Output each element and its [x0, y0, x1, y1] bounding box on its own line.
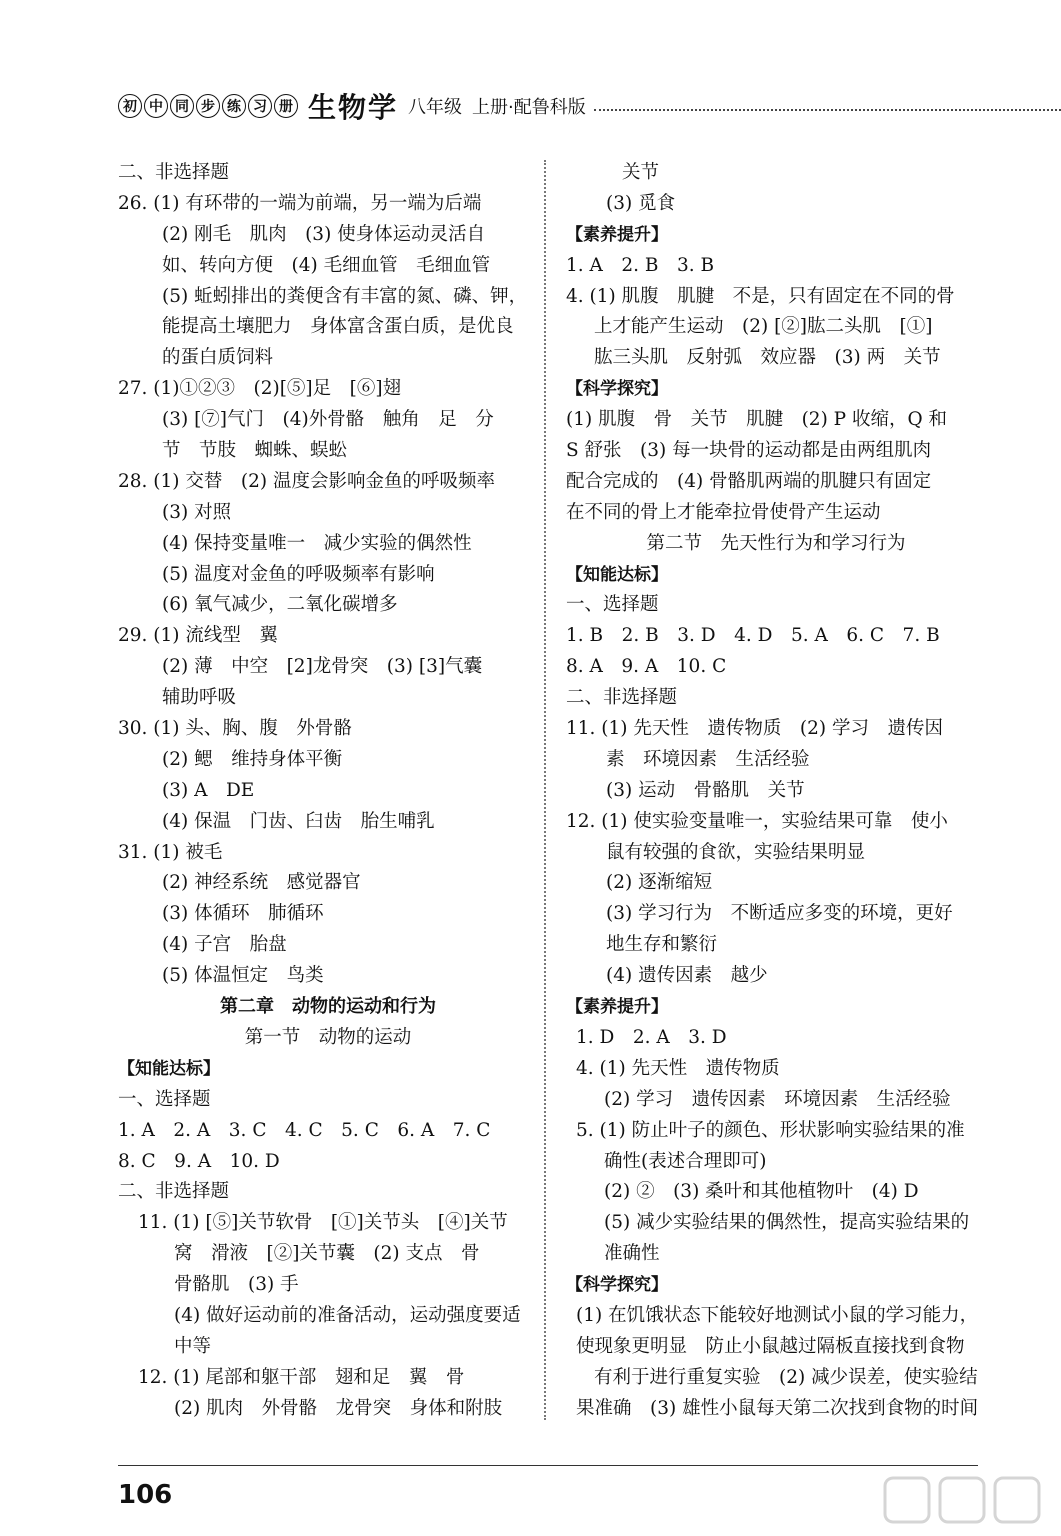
- section-heading: 【素养提升】: [566, 224, 668, 245]
- answer-line: (1) 在饥饿状态下能较好地测试小鼠的学习能力，: [576, 1304, 979, 1326]
- answer-line: (3) 觅食: [606, 192, 676, 214]
- answer-line: (2) 学习 遗传因素 环境因素 生活经验: [604, 1088, 951, 1110]
- answer-line: 窝 滑液 [②]关节囊 (2) 支点 骨: [174, 1243, 480, 1265]
- answer-line: 26. (1) 有环带的一端为前端，另一端为后端: [118, 192, 482, 214]
- section-title: 第二节 先天性行为和学习行为: [646, 532, 906, 554]
- answer-line: (3) 体循环 肺循环: [162, 903, 324, 925]
- answer-line: 8. C 9. A 10. D: [118, 1150, 280, 1172]
- answer-line: 素 环境因素 生活经验: [606, 748, 810, 770]
- watermark-logo: [880, 1470, 1050, 1530]
- section-title: 第一节 动物的运动: [244, 1026, 412, 1048]
- answer-line: 一、选择题: [118, 1088, 211, 1110]
- answer-line: 肱三头肌 反射弧 效应器 (3) 两 关节: [594, 347, 941, 369]
- answer-line: 节 节肢 蜘蛛、蜈蚣: [162, 440, 348, 462]
- answer-line: (5) 蚯蚓排出的粪便含有丰富的氮、磷、钾，: [162, 285, 528, 307]
- answer-line: 1. A 2. A 3. C 4. C 5. C 6. A 7. C: [118, 1119, 491, 1141]
- series-title: [118, 94, 298, 118]
- answer-line: 如、转向方便 (4) 毛细血管 毛细血管: [162, 254, 491, 276]
- answer-line: 28. (1) 交替 (2) 温度会影响金鱼的呼吸频率: [118, 470, 495, 492]
- series-char: 练: [222, 94, 246, 118]
- answer-line: S 舒张 (3) 每一块骨的运动都是由两组肌肉: [566, 440, 932, 462]
- answer-line: 11. (1) 先天性 遗传物质 (2) 学习 遗传因: [566, 718, 943, 740]
- answer-line: (2) 肌肉 外骨骼 龙骨突 身体和附肢: [174, 1397, 503, 1419]
- answer-line: 在不同的骨上才能牵拉骨使骨产生运动: [566, 501, 881, 523]
- column-divider: [544, 160, 546, 1420]
- answer-line: 二、非选择题: [566, 687, 678, 709]
- answer-line: 12. (1) 使实验变量唯一，实验结果可靠 使小: [566, 810, 948, 832]
- answer-line: (1) 肌腹 骨 关节 肌腱 (2) P 收缩，Q 和: [566, 409, 948, 431]
- answer-line: (2) 鳃 维持身体平衡: [162, 748, 343, 770]
- answer-line: (5) 温度对金鱼的呼吸频率有影响: [162, 563, 435, 585]
- answer-line: 上才能产生运动 (2) [②]肱二头肌 [①]: [594, 316, 933, 338]
- series-char: 同: [170, 94, 194, 118]
- answer-line: (3) A DE: [162, 779, 255, 801]
- section-heading: 【科学探究】: [566, 1275, 668, 1296]
- answer-line: 1. A 2. B 3. B: [566, 254, 715, 276]
- answer-line: 11. (1) [⑤]关节软骨 [①]关节头 [④]关节: [138, 1212, 508, 1234]
- series-char: 习: [248, 94, 272, 118]
- answer-line: 的蛋白质饲料: [162, 347, 274, 369]
- answer-line: 8. A 9. A 10. C: [566, 656, 727, 678]
- answer-line: (4) 保持变量唯一 减少实验的偶然性: [162, 532, 472, 554]
- page-number: 106: [118, 1480, 173, 1510]
- answer-line: 有利于进行重复实验 (2) 减少误差，使实验结: [594, 1366, 978, 1388]
- answer-line: 12. (1) 尾部和躯干部 翅和足 翼 骨: [138, 1366, 465, 1388]
- answer-line: 27. (1)①②③ (2)[⑤]足 [⑥]翅: [118, 378, 402, 400]
- left-column: [118, 158, 538, 1425]
- answer-line: 30. (1) 头、胸、腹 外骨骼: [118, 718, 352, 740]
- section-heading: 【知能达标】: [566, 564, 668, 585]
- answer-line: (2) 刚毛 肌肉 (3) 使身体运动灵活自: [162, 223, 486, 245]
- section-heading: 【知能达标】: [118, 1058, 220, 1079]
- answer-line: 地生存和繁衍: [606, 934, 718, 956]
- answer-line: 鼠有较强的食欲，实验结果明显: [606, 841, 866, 863]
- answer-line: 一、选择题: [566, 594, 659, 616]
- answer-line: 配合完成的 (4) 骨骼肌两端的肌腱只有固定: [566, 470, 932, 492]
- header-dotted-rule: [594, 109, 1061, 111]
- series-char: 步: [196, 94, 220, 118]
- answer-line: (3) 运动 骨骼肌 关节: [606, 779, 805, 801]
- edition-label: 上册·配鲁科版: [472, 97, 586, 118]
- grade-label: 八年级: [408, 97, 463, 118]
- answer-line: 辅助呼吸: [162, 687, 237, 709]
- answer-line: (4) 子宫 胎盘: [162, 934, 287, 956]
- answer-line: (5) 体温恒定 鸟类: [162, 965, 324, 987]
- answer-line: (4) 做好运动前的准备活动，运动强度要适: [174, 1304, 521, 1326]
- answer-line: 使现象更明显 防止小鼠越过隔板直接找到食物: [576, 1335, 965, 1357]
- answer-line: 骨骼肌 (3) 手: [174, 1274, 299, 1296]
- answer-line: 4. (1) 肌腹 肌腱 不是，只有固定在不同的骨: [566, 285, 955, 307]
- answer-line: (2) ② (3) 桑叶和其他植物叶 (4) D: [604, 1181, 919, 1203]
- answer-line: (2) 薄 中空 [2]龙骨突 (3) [3]气囊: [162, 656, 483, 678]
- answer-line: (4) 保温 门齿、臼齿 胎生哺乳: [162, 810, 435, 832]
- answer-line: 29. (1) 流线型 翼: [118, 625, 278, 647]
- answer-line: (4) 遗传因素 越少: [606, 965, 768, 987]
- answer-line: 关节: [622, 162, 660, 183]
- section-heading: 【素养提升】: [566, 997, 668, 1018]
- chapter-title: 第二章 动物的运动和行为: [220, 996, 436, 1018]
- series-char: 册: [274, 94, 298, 118]
- answer-line: (5) 减少实验结果的偶然性，提高实验结果的: [604, 1212, 970, 1234]
- answer-line: (3) 学习行为 不断适应多变的环境，更好: [606, 903, 953, 925]
- answer-line: 5. (1) 防止叶子的颜色、形状影响实验结果的准: [576, 1119, 965, 1141]
- answer-line: 中等: [174, 1335, 212, 1357]
- answer-line: (2) 神经系统 感觉器官: [162, 872, 361, 894]
- right-column: [566, 158, 986, 1425]
- footer-rule: [118, 1465, 978, 1466]
- answer-line: (2) 逐渐缩短: [606, 872, 713, 894]
- section-heading: 【科学探究】: [566, 379, 668, 400]
- series-char: 中: [144, 94, 168, 118]
- page-header: [118, 90, 1061, 122]
- answer-line: 31. (1) 被毛: [118, 841, 223, 863]
- answer-line: (6) 氧气减少，二氧化碳增多: [162, 594, 398, 616]
- answer-line: 二、非选择题: [118, 1181, 230, 1203]
- answer-line: 确性(表述合理即可): [604, 1150, 767, 1172]
- answer-line: 能提高土壤肥力 身体富含蛋白质，是优良: [162, 316, 514, 338]
- answer-line: (3) 对照: [162, 501, 232, 523]
- answer-line: 二、非选择题: [118, 162, 230, 183]
- series-char: 初: [118, 94, 142, 118]
- answer-line: 准确性: [604, 1243, 660, 1265]
- answer-line: (3) [⑦]气门 (4)外骨骼 触角 足 分: [162, 409, 494, 431]
- subject-title: 生物学: [308, 91, 399, 124]
- answer-line: 果准确 (3) 雄性小鼠每天第二次找到食物的时间: [576, 1397, 979, 1419]
- answer-line: 1. B 2. B 3. D 4. D 5. A 6. C 7. B: [566, 625, 940, 647]
- answer-line: 1. D 2. A 3. D: [576, 1026, 727, 1048]
- answer-line: 4. (1) 先天性 遗传物质: [576, 1057, 780, 1079]
